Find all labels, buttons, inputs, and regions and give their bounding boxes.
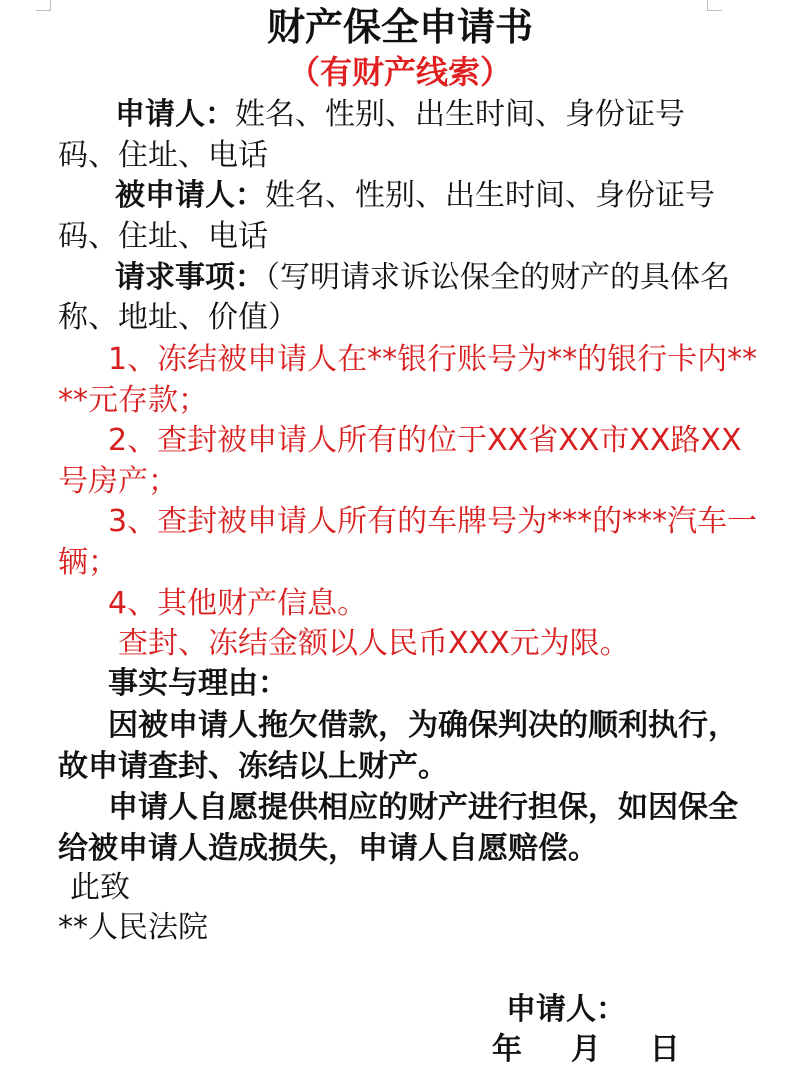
request-line-1	[115, 258, 800, 298]
request-item-2: 2、查封被申请人所有的位于XX省XX市XX路XX	[108, 423, 742, 458]
facts-paragraph-1: 因被申请人拖欠借款，为确保判决的顺利执行，	[108, 708, 738, 743]
request-label: 请求事项：	[115, 260, 265, 295]
document-title: 财产保全申请书	[266, 5, 533, 49]
request-item-2-cont: 号房产；	[58, 464, 178, 499]
facts-paragraph-2: 申请人自愿提供相应的财产进行担保，如因保全	[108, 790, 738, 825]
respondent-label: 被申请人：	[115, 178, 265, 213]
request-line-2: 称、地址、价值）	[58, 300, 298, 335]
closing-salutation: 此致	[70, 870, 130, 905]
request-text: （写明请求诉讼保全的财产的具体名	[265, 260, 730, 295]
signature-date: 年 月 日	[492, 1032, 680, 1067]
request-item-3: 3、查封被申请人所有的车牌号为***的***汽车一	[108, 504, 758, 539]
respondent-text: 姓名、性别、出生时间、身份证号	[265, 178, 715, 213]
signature-applicant: 申请人：	[506, 992, 626, 1027]
request-item-1-cont: **元存款；	[58, 383, 208, 418]
respondent-line-2: 码、住址、电话	[58, 219, 268, 254]
applicant-label: 申请人：	[115, 97, 235, 132]
document-subtitle: （有财产线索）	[287, 53, 512, 91]
applicant-line-1	[115, 95, 800, 135]
request-item-4: 4、其他财产信息。	[108, 586, 368, 621]
court-name: **人民法院	[58, 910, 208, 945]
request-item-3-cont: 辆；	[58, 545, 118, 580]
facts-paragraph-1-cont: 故申请查封、冻结以上财产。	[58, 749, 448, 784]
respondent-line-1	[115, 176, 800, 216]
applicant-text: 姓名、性别、出生时间、身份证号	[235, 97, 685, 132]
facts-label: 事实与理由：	[108, 666, 288, 701]
facts-paragraph-2-cont: 给被申请人造成损失，申请人自愿赔偿。	[58, 831, 598, 866]
applicant-line-2: 码、住址、电话	[58, 138, 268, 173]
request-item-1: 1、冻结被申请人在**银行账号为**的银行卡内**	[108, 342, 758, 377]
freeze-limit: 查封、冻结金额以人民币XXX元为限。	[118, 626, 630, 661]
